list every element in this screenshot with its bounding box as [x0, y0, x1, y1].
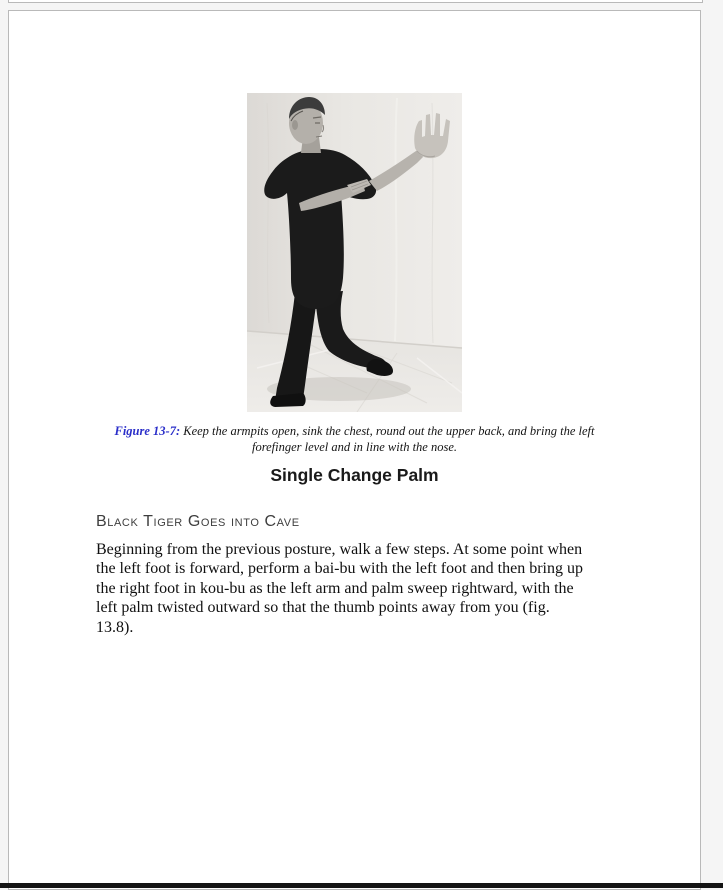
figure-caption-label: Figure 13-7: — [114, 424, 181, 438]
paragraph-line: the left foot is forward, perform a bai-bu with the left foot and then bring up — [96, 560, 583, 578]
figure-caption-line2: forefinger level and in line with the nose. — [251, 439, 458, 454]
figure-photo-illustration — [247, 93, 462, 412]
paragraph-line: left palm twisted outward so that the thumb points away from you (fig. — [96, 599, 550, 617]
section-heading: Black Tiger Goes into Cave — [96, 513, 300, 530]
window-bottom-edge — [0, 883, 723, 888]
figure-caption — [9, 424, 700, 455]
previous-page-bottom-edge — [8, 0, 703, 3]
paragraph-line: the right foot in kou-bu as the left arm and palm sweep rightward, with the — [96, 579, 574, 597]
figure-caption-text: Keep the armpits open, sink the chest, round out the upper back, and bring the left — [183, 424, 595, 438]
figure-caption-line1 — [9, 424, 700, 440]
paragraph-line: 13.8). — [96, 618, 134, 636]
page-title: Single Change Palm — [270, 465, 439, 485]
body-paragraph — [96, 540, 622, 637]
paragraph-line: Beginning from the previous posture, walk a few steps. At some point when — [96, 541, 583, 558]
figure-photo — [247, 93, 462, 412]
document-page[interactable] — [8, 10, 701, 890]
